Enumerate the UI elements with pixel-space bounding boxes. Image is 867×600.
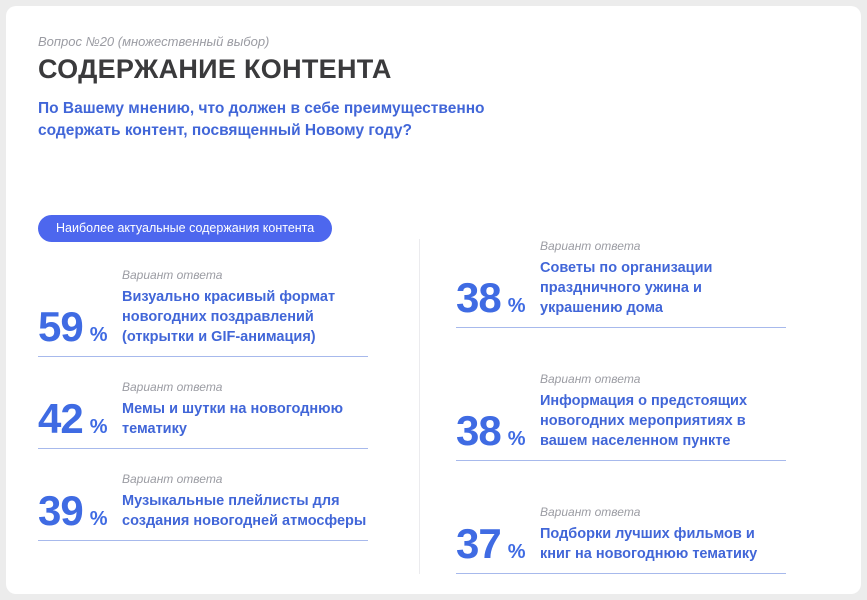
percent-unit: %: [507, 540, 526, 563]
answer-text: Информация о предстоящих новогодних мероприятиях в вашем населенном пункте: [540, 392, 748, 449]
percent-value: 39: [38, 486, 83, 534]
answer-percent: [38, 486, 122, 534]
answer-text: Подборки лучших фильмов и книг на новогоднюю тематику: [540, 525, 758, 562]
percent-unit: %: [507, 294, 526, 317]
results-column-right: [419, 239, 799, 574]
answer-text: Мемы и шутки на новогоднюю тематику: [122, 400, 343, 437]
answer-text-block: [122, 268, 368, 347]
percent-unit: %: [89, 323, 108, 346]
answer-item: [38, 268, 368, 357]
percent-unit: %: [89, 415, 108, 438]
question-text: По Вашему мнению, что должен в себе преимущественно содержать контент, посвященный Новому году?: [38, 100, 485, 140]
answer-text-block: [540, 505, 786, 564]
answer-option-label: Вариант ответа: [122, 379, 223, 394]
answer-item: [38, 380, 368, 449]
percent-value: 42: [38, 394, 83, 442]
answer-text-block: [540, 372, 786, 451]
answer-item: [456, 372, 786, 461]
answer-text: Музыкальные плейлисты для создания новогодней атмосферы: [122, 492, 367, 529]
answer-option-label: Вариант ответа: [540, 238, 641, 253]
percent-value: 37: [456, 519, 501, 567]
results-area: [38, 215, 829, 574]
answer-percent: [38, 394, 122, 442]
results-column-left: [38, 215, 419, 541]
question-number-label: Вопрос №20 (множественный выбор): [38, 34, 270, 49]
answer-option-label: Вариант ответа: [122, 267, 223, 282]
percent-unit: %: [89, 507, 108, 530]
answer-percent: [38, 302, 122, 350]
answer-item: [456, 505, 786, 574]
answer-percent: [456, 273, 540, 321]
answer-option-label: Вариант ответа: [122, 471, 223, 486]
page-title: СОДЕРЖАНИЕ КОНТЕНТА: [38, 54, 392, 84]
percent-value: 59: [38, 302, 83, 350]
answer-item: [38, 472, 368, 541]
answer-percent: [456, 519, 540, 567]
percent-value: 38: [456, 406, 501, 454]
answer-text: Визуально красивый формат новогодних поздравлений (открытки и GIF-анимация): [122, 288, 336, 345]
slide-card: [6, 6, 861, 594]
answer-option-label: Вариант ответа: [540, 371, 641, 386]
highlight-badge: Наиболее актуальные содержания контента: [38, 215, 332, 242]
answer-percent: [456, 406, 540, 454]
percent-value: 38: [456, 273, 501, 321]
answer-list-left: [38, 268, 419, 541]
answer-item: [456, 239, 786, 328]
answer-option-label: Вариант ответа: [540, 504, 641, 519]
answer-text-block: [122, 472, 368, 531]
answer-text: Советы по организации праздничного ужина и украшению дома: [540, 259, 713, 316]
percent-unit: %: [507, 427, 526, 450]
answer-text-block: [122, 380, 368, 439]
answer-text-block: [540, 239, 786, 318]
